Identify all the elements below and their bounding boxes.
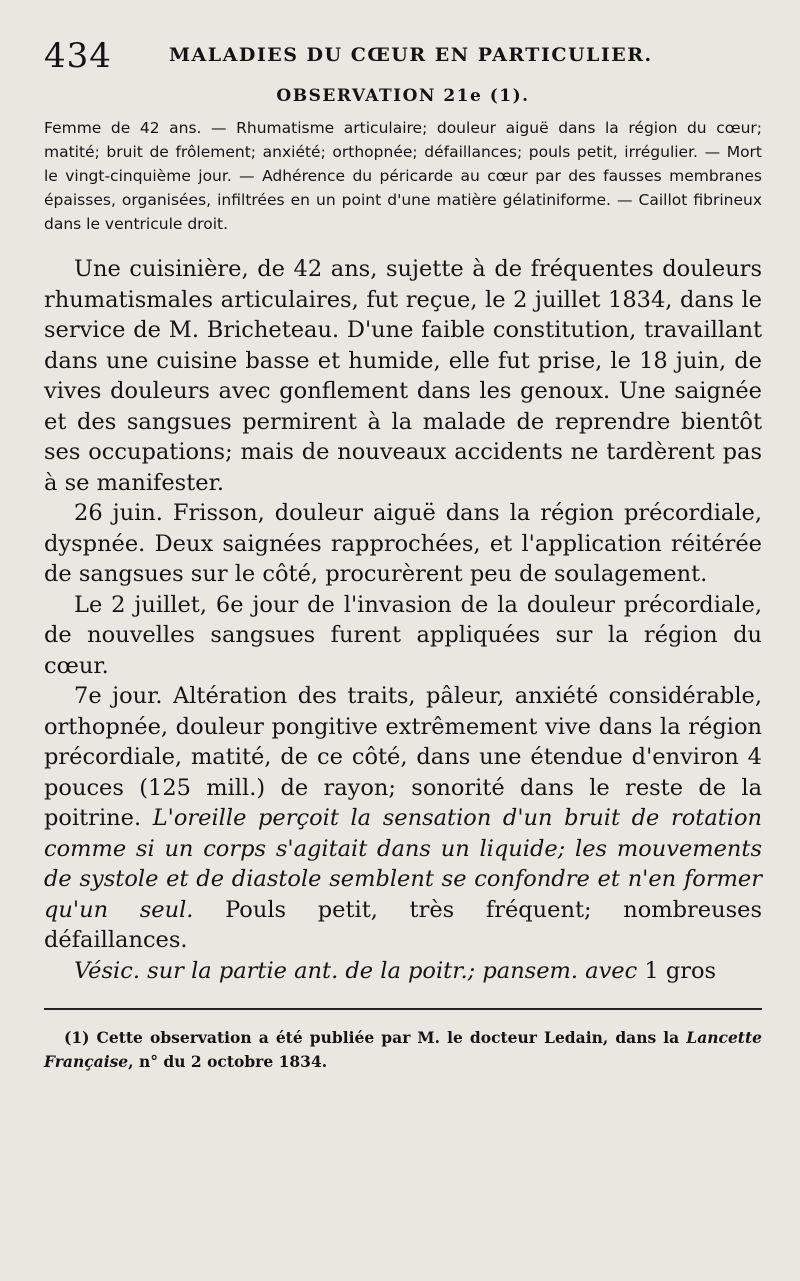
footnote-text: (1) Cette observation a été publiée par M. le docteur Ledain, dans la [64, 1027, 687, 1047]
running-head [44, 32, 762, 80]
paragraph-5-italic: Vésic. sur la partie ant. de la poitr.; pansem. avec [74, 957, 638, 984]
paragraph-5-end: 1 gros [637, 957, 717, 984]
footnote-rule [44, 1008, 762, 1010]
paragraph-2: 26 juin. Frisson, douleur aiguë dans la région précordiale, dyspnée. Deux saignées rapprochées, et l'application réitérée de sangsues sur le côté, procurèrent peu de soulagement. [44, 500, 762, 587]
observation-summary: Femme de 42 ans. — Rhumatisme articulaire; douleur aiguë dans la région du cœur; matité; bruit de frôlement; anxiété; orthopnée; défaillances; pouls petit, irrégulier. — Mort le vingt-cinquième jour. — Adhérence du péricarde au cœur par des fausses membranes épaisses, organisées, infiltrées en un point d'une matière gélatiniforme. — Caillot fibrineux dans le ventricule droit. [44, 119, 762, 233]
paragraph-4 [44, 681, 762, 956]
running-title: MALADIES DU CŒUR EN PARTICULIER. [169, 44, 653, 66]
page-number: 434 [44, 36, 112, 76]
observation-title: OBSERVATION 21e (1). [276, 86, 530, 106]
paragraph-5 [44, 956, 762, 987]
body-text [44, 254, 762, 986]
footnote-text-end: , n° du 2 octobre 1834. [128, 1051, 328, 1071]
paragraph-4-end: Pouls petit, très fréquent; nombreuses défaillances. [44, 896, 762, 953]
paragraph-4-start: 7e jour. Altération des traits, pâleur, anxiété considérable, orthopnée, douleur pongitive extrêmement vive dans la région précordiale, matité, de ce côté, dans une étendue d'environ 4 pouces (125 mill.) de rayon; sonorité dans le reste de la poitrine. [44, 683, 762, 831]
paragraph-4-italic: L'oreille perçoit la sensation d'un bruit de rotation comme si un corps s'agitait dans un liquide; les mouvements de systole et de diastole semblent se confondre et n'en former qu'un seul. [44, 805, 763, 923]
footnote [44, 1026, 762, 1074]
paragraph-1: Une cuisinière, de 42 ans, sujette à de fréquentes douleurs rhumatismales articulaires, fut reçue, le 2 juillet 1834, dans le service de M. Bricheteau. D'une faible constitution, travaillant dans une cuisine basse et humide, elle fut prise, le 18 juin, de vives douleurs avec gonflement dans les genoux. Une saignée et des sangsues permirent à la malade de reprendre bientôt ses occupations; mais de nouveaux accidents ne tardèrent pas à se manifester. [44, 256, 762, 496]
footnote-journal: Lancette Française [44, 1027, 762, 1071]
paragraph-3: Le 2 juillet, 6e jour de l'invasion de la douleur précordiale, de nouvelles sangsues furent appliquées sur la région du cœur. [44, 591, 762, 679]
